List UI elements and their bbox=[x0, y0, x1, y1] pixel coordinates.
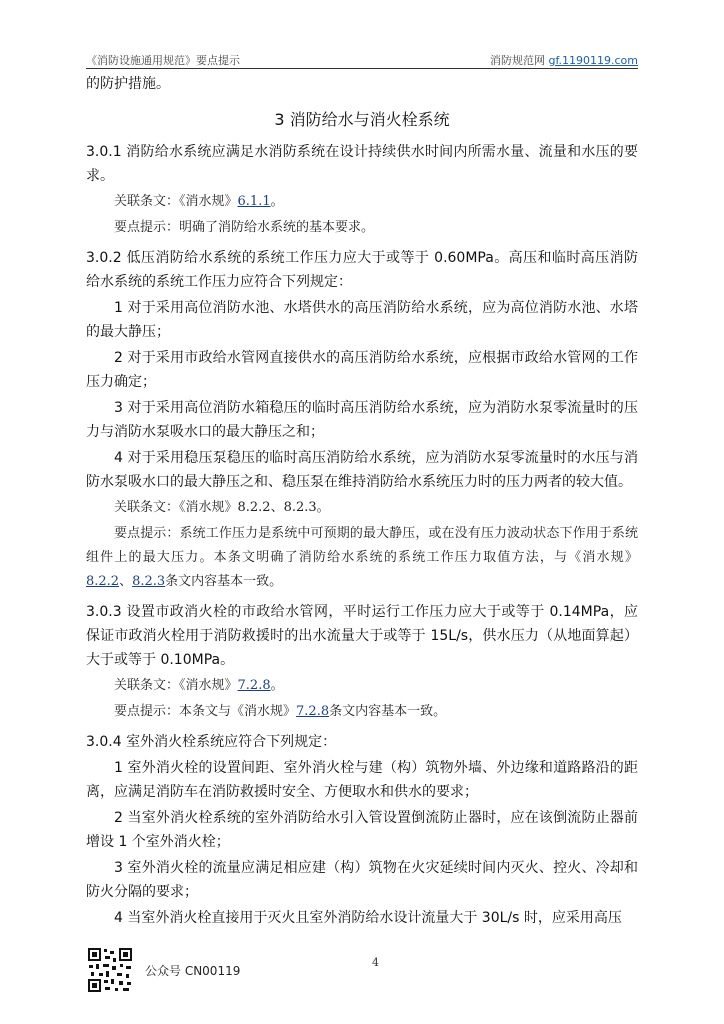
tip-link-8-2-3[interactable]: 8.2.3 bbox=[132, 574, 166, 589]
clause-3-0-2-item-3: 3 对于采用高位消防水箱稳压的临时高压消防给水系统，应为消防水泵零流量时的压力与消防水泵吸水口的最大静压之和； bbox=[86, 400, 638, 440]
tip-suffix: 条文内容基本一致。 bbox=[329, 704, 447, 719]
related-suffix: 。 bbox=[270, 194, 284, 209]
tip-prefix: 要点提示：本条文与《消水规》 bbox=[114, 704, 297, 719]
document-body bbox=[86, 72, 638, 930]
clause-3-0-2-item-2: 2 对于采用市政给水管网直接供水的高压消防给水系统，应根据市政给水管网的工作压力确定； bbox=[86, 350, 638, 390]
tip-suffix: 条文内容基本一致。 bbox=[165, 574, 283, 589]
tip-link-8-2-2[interactable]: 8.2.2 bbox=[86, 574, 120, 589]
related-prefix: 关联条文：《消水规》 bbox=[114, 194, 238, 209]
clause-3-0-4-item-4: 4 当室外消火栓直接用于灭火且室外消防给水设计流量大于 30L/s 时，应采用高压 bbox=[114, 910, 622, 926]
clause-3-0-4-item-3: 3 室外消火栓的流量应满足相应建（构）筑物在火灾延续时间内灭火、控火、冷却和防火分隔的要求； bbox=[86, 860, 638, 900]
clause-3-0-2: 3.0.2 低压消防给水系统的系统工作压力应大于或等于 0.60MPa。高压和临时高压消防给水系统的系统工作压力应符合下列规定： bbox=[86, 250, 638, 290]
page-number: 4 bbox=[372, 956, 379, 969]
header-site-name: 消防规范网 bbox=[489, 54, 545, 67]
qr-code-icon[interactable] bbox=[86, 946, 134, 994]
previous-paragraph-tail: 的防护措施。 bbox=[86, 76, 170, 92]
clause-3-0-3-related bbox=[86, 674, 638, 698]
page-header bbox=[86, 50, 638, 69]
clause-3-0-1-tip: 要点提示：明确了消防给水系统的基本要求。 bbox=[114, 220, 375, 235]
clause-3-0-3-tip bbox=[86, 700, 638, 724]
tip-separator: 、 bbox=[119, 574, 133, 589]
header-site bbox=[490, 52, 638, 68]
clause-3-0-4-item-2: 2 当室外消火栓系统的室外消防给水引入管设置倒流防止器时，应在该倒流防止器前增设 1 个室外消火栓； bbox=[86, 810, 638, 850]
clause-3-0-4-item-1: 1 室外消火栓的设置间距、室外消火栓与建（构）筑物外墙、外边缘和道路路沿的距离，应满足消防车在消防救援时安全、方便取水和供水的要求； bbox=[86, 760, 638, 800]
clause-3-0-3: 3.0.3 设置市政消火栓的市政给水管网，平时运行工作压力应大于或等于 0.14MPa，应保证市政消火栓用于消防救援时的出水流量大于或等于 15L/s，供水压力（从地面算起）大于或等于 0.10MPa。 bbox=[86, 604, 638, 668]
related-link-6-1-1[interactable]: 6.1.1 bbox=[237, 194, 271, 209]
clause-3-0-1: 3.0.1 消防给水系统应满足水消防系统在设计持续供水时间内所需水量、流量和水压的要求。 bbox=[86, 144, 638, 184]
clause-3-0-1-related bbox=[86, 190, 638, 214]
related-prefix: 关联条文：《消水规》 bbox=[114, 678, 238, 693]
tip-text: 要点提示：系统工作压力是系统中可预期的最大静压，或在没有压力波动状态下作用于系统组件上的最大压力。本条文明确了消防给水系统的系统工作压力取值方法，与《消水规》 bbox=[86, 526, 638, 565]
related-suffix: 。 bbox=[270, 678, 284, 693]
clause-3-0-2-related: 关联条文：《消水规》8.2.2、8.2.3。 bbox=[114, 500, 330, 515]
clause-3-0-4: 3.0.4 室外消火栓系统应符合下列规定： bbox=[86, 734, 337, 750]
tip-link-7-2-8[interactable]: 7.2.8 bbox=[296, 704, 330, 719]
header-doc-title: 《消防设施通用规范》要点提示 bbox=[86, 54, 240, 67]
related-link-7-2-8[interactable]: 7.2.8 bbox=[237, 678, 271, 693]
clause-3-0-2-item-4: 4 对于采用稳压泵稳压的临时高压消防给水系统，应为消防水泵零流量时的水压与消防水泵吸水口的最大静压之和、稳压泵在维持消防给水系统压力时的压力两者的较大值。 bbox=[86, 450, 638, 490]
header-site-link[interactable]: gf.1190119.com bbox=[548, 54, 638, 67]
section-title: 3 消防给水与消火栓系统 bbox=[274, 110, 450, 129]
wechat-account-label: 公众号 CN00119 bbox=[145, 964, 241, 978]
clause-3-0-2-item-1: 1 对于采用高位消防水池、水塔供水的高压消防给水系统，应为高位消防水池、水塔的最大静压； bbox=[86, 300, 638, 340]
clause-3-0-2-tip bbox=[86, 522, 638, 594]
page-footer bbox=[0, 942, 724, 1012]
